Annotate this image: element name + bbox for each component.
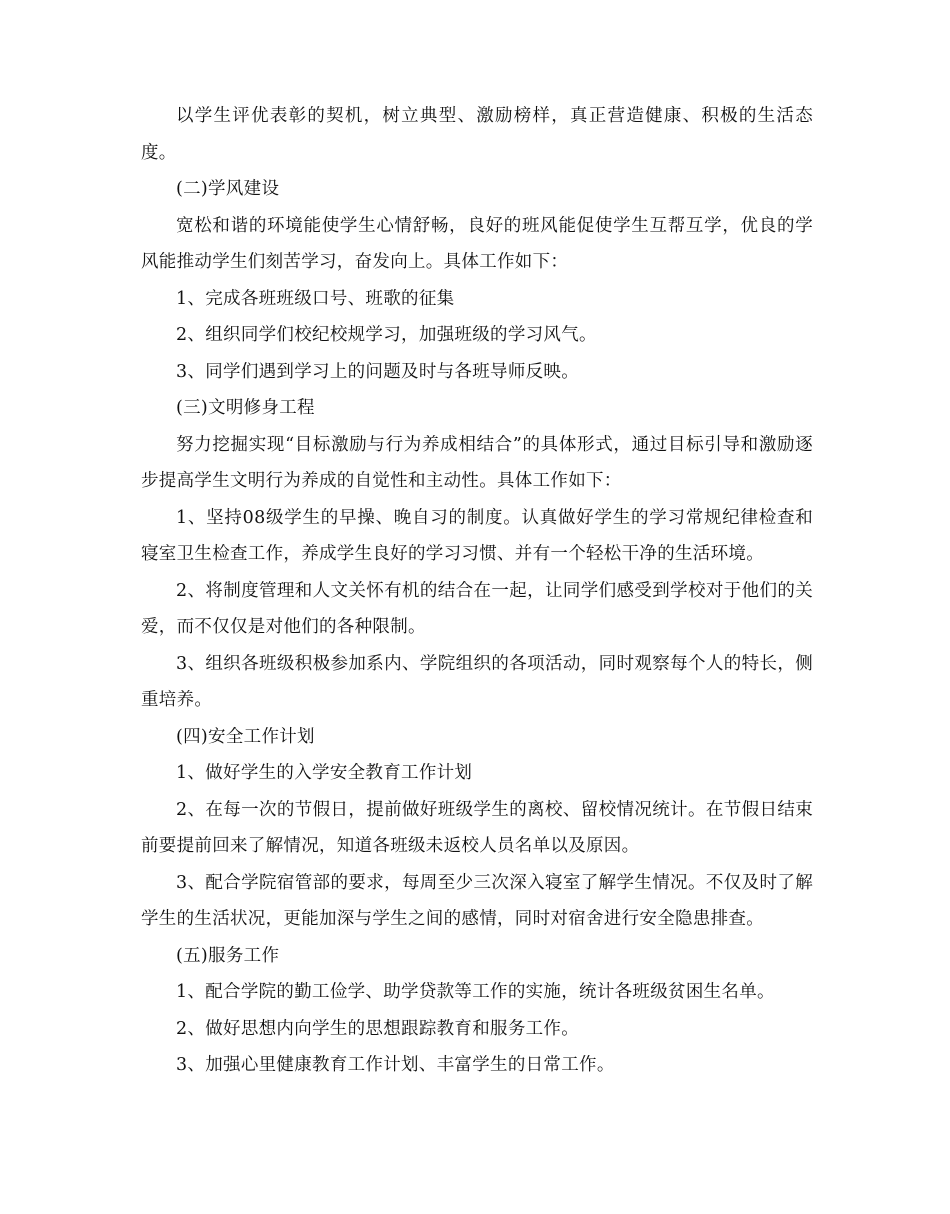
heading-service-work: (五)服务工作 xyxy=(176,945,280,966)
paragraph-study-intro: 宽松和谐的环境能使学生心情舒畅，良好的班风能促使学生互帮互学，优良的学风能推动学生们刻苦学习，奋发向上。具体工作如下： xyxy=(141,215,813,272)
list-item-safety-3: 3、配合学院宿管部的要求，每周至少三次深入寝室了解学生情况。不仅及时了解学生的生活状况，更能加深与学生之间的感情，同时对宿舍进行安全隐患排查。 xyxy=(141,872,813,929)
list-item-service-2: 2、做好思想内向学生的思想跟踪教育和服务工作。 xyxy=(176,1018,580,1039)
list-item-service-3: 3、加强心里健康教育工作计划、丰富学生的日常工作。 xyxy=(176,1055,615,1075)
list-item-study-1: 1、完成各班班级口号、班歌的征集 xyxy=(176,288,455,309)
heading-safety-plan: (四)安全工作计划 xyxy=(176,726,315,747)
list-item-civility-1: 1、坚持08级学生的早操、晚自习的制度。认真做好学生的学习常规纪律检查和寝室卫生检查工作，养成学生良好的学习习惯、并有一个轻松干净的生活环境。 xyxy=(141,507,813,564)
list-item-civility-3: 3、组织各班级积极参加系内、学院组织的各项活动，同时观察每个人的特长，侧重培养。 xyxy=(141,653,813,710)
heading-civility-project: (三)文明修身工程 xyxy=(176,398,315,418)
list-item-study-3: 3、同学们遇到学习上的问题及时与各班导师反映。 xyxy=(176,361,580,382)
list-item-safety-2: 2、在每一次的节假日，提前做好班级学生的离校、留校情况统计。在节假日结束前要提前回来了解情况，知道各班级未返校人员名单以及原因。 xyxy=(141,799,813,856)
list-item-safety-1: 1、做好学生的入学安全教育工作计划 xyxy=(176,763,473,783)
paragraph-praise-continuation: 以学生评优表彰的契机，树立典型、激励榜样，真正营造健康、积极的生活态度。 xyxy=(141,106,813,163)
list-item-service-1: 1、配合学院的勤工俭学、助学贷款等工作的实施，统计各班级贫困生名单。 xyxy=(176,982,775,1002)
paragraph-civility-intro: 努力挖掘实现“目标激励与行为养成相结合”的具体形式，通过目标引导和激励逐步提高学生文明行为养成的自觉性和主动性。具体工作如下： xyxy=(141,434,813,491)
heading-study-style: (二)学风建设 xyxy=(176,179,280,199)
document-body xyxy=(141,98,813,1084)
list-item-civility-2: 2、将制度管理和人文关怀有机的结合在一起，让同学们感受到学校对于他们的关爱，而不仅仅是对他们的各种限制。 xyxy=(141,580,813,637)
list-item-study-2: 2、组织同学们校纪校规学习，加强班级的学习风气。 xyxy=(176,325,597,345)
